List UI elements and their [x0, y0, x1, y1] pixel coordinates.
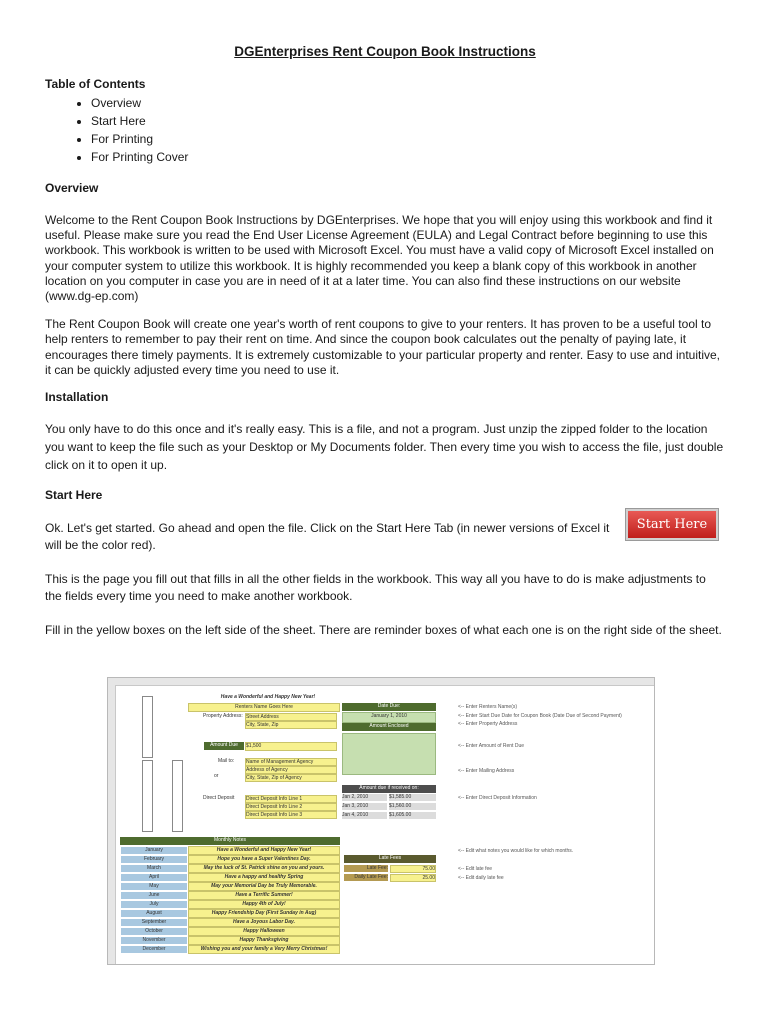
note-monthly-notes: <-- Edit what notes you would like for which months.: [458, 848, 574, 854]
month-cell: November: [120, 936, 188, 945]
property-address-label: Property Address:: [203, 713, 243, 719]
mail-to-label: Mail to:: [218, 758, 235, 764]
deposit-line-1: Direct Deposit Info Line 1: [245, 795, 337, 803]
month-cell: July: [120, 900, 188, 909]
received-date-2: Jan 3, 2010: [342, 803, 387, 810]
note-late-fee: <-- Edit late fee: [458, 866, 493, 872]
month-cell: February: [120, 855, 188, 864]
note-mailing-address: <-- Enter Mailing Address: [458, 768, 515, 774]
mgmt-line-2: Address of Agency: [245, 766, 337, 774]
reference-number-box: [172, 760, 183, 832]
amount-paid-box: [142, 696, 153, 758]
toc-item-for-printing-cover[interactable]: • For Printing Cover: [91, 148, 725, 166]
month-cell: August: [120, 909, 188, 918]
received-amt-3: $1,605.00: [389, 812, 436, 819]
sheet-greeting: Have a Wonderful and Happy New Year!: [220, 694, 316, 700]
month-note-cell: May the luck of St. Patrick shine on you and yours.: [188, 864, 340, 873]
address-line-2: City, State, Zip: [245, 721, 337, 729]
month-note-cell: Happy Friendship Day (First Sunday in Aug): [188, 909, 340, 918]
or-label: or: [214, 773, 219, 779]
month-cell: January: [120, 846, 188, 855]
note-direct-deposit: <-- Enter Direct Deposit Information: [458, 795, 537, 801]
start-here-paragraph-2: This is the page you fill out that fills in all the other fields in the workbook. This way all you have to do is make adjustments to the fields every time you need to make another workbook.: [45, 572, 706, 604]
toc-item-for-printing[interactable]: • For Printing: [91, 130, 725, 148]
monthly-notes-table: [120, 846, 340, 954]
late-fee-label: Late Fee:: [344, 865, 388, 872]
date-due-value: January 1, 2010: [342, 712, 436, 723]
amount-due-value: $1,500: [245, 742, 337, 751]
amount-due-if-received-header: Amount due if received on:: [342, 785, 436, 793]
document-title: DGEnterprises Rent Coupon Book Instructions: [234, 44, 536, 59]
deposit-line-2: Direct Deposit Info Line 2: [245, 803, 337, 811]
note-renters-name: <-- Enter Renters Name(s): [458, 704, 518, 710]
month-cell: September: [120, 918, 188, 927]
month-note-cell: Happy 4th of July!: [188, 900, 340, 909]
overview-paragraph-1: Welcome to the Rent Coupon Book Instructions by DGEnterprises. We hope that you will enjoy using this workbook and find it useful. Please make sure you read the End User License Agreement (EULA) and Legal Contract before beginning to use this workbook. This workbook is written to be used with Microsoft Excel. You must have a valid copy of Microsoft Excel installed on your computer system to utilize this workbook. It is highly recommended you keep a blank copy of this workbook in another location on you computer in case you are in need of it at a later time. You can also find these instructions on our website (www.dg-ep.com): [45, 213, 714, 304]
start-here-paragraph-1: Ok. Let's get started. Go ahead and open the file. Click on the Start Here Tab (in newer versions of Excel it will be the color red).: [45, 521, 610, 553]
amount-enclosed-box: [342, 733, 436, 775]
note-start-due-date: <-- Enter Start Due Date for Coupon Book (Date Due of Second Payment): [458, 713, 622, 719]
month-note-cell: Have a Joyous Labor Day.: [188, 918, 340, 927]
note-amount-due: <-- Enter Amount of Rent Due: [458, 743, 525, 749]
amount-due-label: Amount Due: [204, 742, 244, 750]
daily-late-fee-label: Daily Late Fee:: [344, 874, 388, 881]
month-note-cell: Hope you have a Super Valentines Day.: [188, 855, 340, 864]
amount-enclosed-label: Amount Enclosed: [342, 723, 436, 731]
start-here-tab-image: Start Here: [626, 509, 718, 540]
received-date-3: Jan 4, 2010: [342, 812, 387, 819]
month-note-cell: Wishing you and your family a Very Merry Christmas!: [188, 945, 340, 954]
month-cell: April: [120, 873, 188, 882]
spreadsheet-screenshot: [107, 677, 655, 965]
overview-heading: Overview: [45, 181, 99, 195]
installation-paragraph: You only have to do this once and it's really easy. This is a file, and not a program. Just unzip the zipped folder to the location you want to keep the file such as your Desktop or My Documents folder. Then every time you wish to access the file, just double click on it to open it up.: [45, 422, 724, 473]
address-line-1: Street Address: [245, 713, 337, 721]
month-note-cell: Have a happy and healthy Spring: [188, 873, 340, 882]
late-fees-header: Late Fees: [344, 855, 436, 863]
month-cell: June: [120, 891, 188, 900]
month-cell: March: [120, 864, 188, 873]
mgmt-line-1: Name of Management Agency: [245, 758, 337, 766]
month-cell: December: [120, 945, 188, 954]
deposit-line-3: Direct Deposit Info Line 3: [245, 811, 337, 819]
month-cell: May: [120, 882, 188, 891]
overview-paragraph-2: The Rent Coupon Book will create one year's worth of rent coupons to give to your renters. It has proven to be a useful tool to help renters to remember to pay their rent on time. And since the coupon book calculates out the penalty of paying late, it encourages there timely payments. It is extremely customizable to your particular property and renter. Easy to use and intuitive, it can be quickly adjusted every time you need to use it.: [45, 317, 720, 377]
renter-name-cell: Renters Name Goes Here: [188, 703, 340, 712]
installation-heading: Installation: [45, 390, 109, 405]
received-amt-2: $1,560.00: [389, 803, 436, 810]
note-daily-late-fee: <-- Edit daily late fee: [458, 875, 504, 881]
start-here-paragraph-3: Fill in the yellow boxes on the left side of the sheet. There are reminder boxes of what each one is on the right side of the sheet.: [45, 623, 722, 638]
month-note-cell: Have a Terrific Summer!: [188, 891, 340, 900]
toc-item-start-here[interactable]: • Start Here: [91, 112, 725, 130]
date-mailed-box: [142, 760, 153, 832]
monthly-notes-header: Monthly Notes: [120, 837, 340, 845]
toc-list: [45, 94, 725, 166]
row-header-bar: [108, 685, 116, 964]
received-amt-1: $1,585.00: [389, 794, 436, 801]
daily-late-fee-value: 25.00: [390, 874, 436, 882]
document-page: [45, 44, 725, 639]
date-due-label: Date Due:: [342, 703, 436, 711]
month-note-cell: Happy Thanksgiving: [188, 936, 340, 945]
start-here-heading: Start Here: [45, 488, 103, 503]
received-date-1: Jan 2, 2010: [342, 794, 387, 801]
month-note-cell: Have a Wonderful and Happy New Year!: [188, 846, 340, 855]
mgmt-line-3: City, State, Zip of Agency: [245, 774, 337, 782]
month-note-cell: May your Memorial Day be Truly Memorable.: [188, 882, 340, 891]
column-header-bar: [108, 678, 654, 686]
direct-deposit-label: Direct Deposit: [203, 795, 235, 801]
late-fee-value: 75.00: [390, 865, 436, 873]
toc-heading: Table of Contents: [45, 77, 146, 91]
month-note-cell: Happy Halloween: [188, 927, 340, 936]
note-property-address: <-- Enter Property Address: [458, 721, 518, 727]
month-cell: October: [120, 927, 188, 936]
toc-item-overview[interactable]: • Overview: [91, 94, 725, 112]
